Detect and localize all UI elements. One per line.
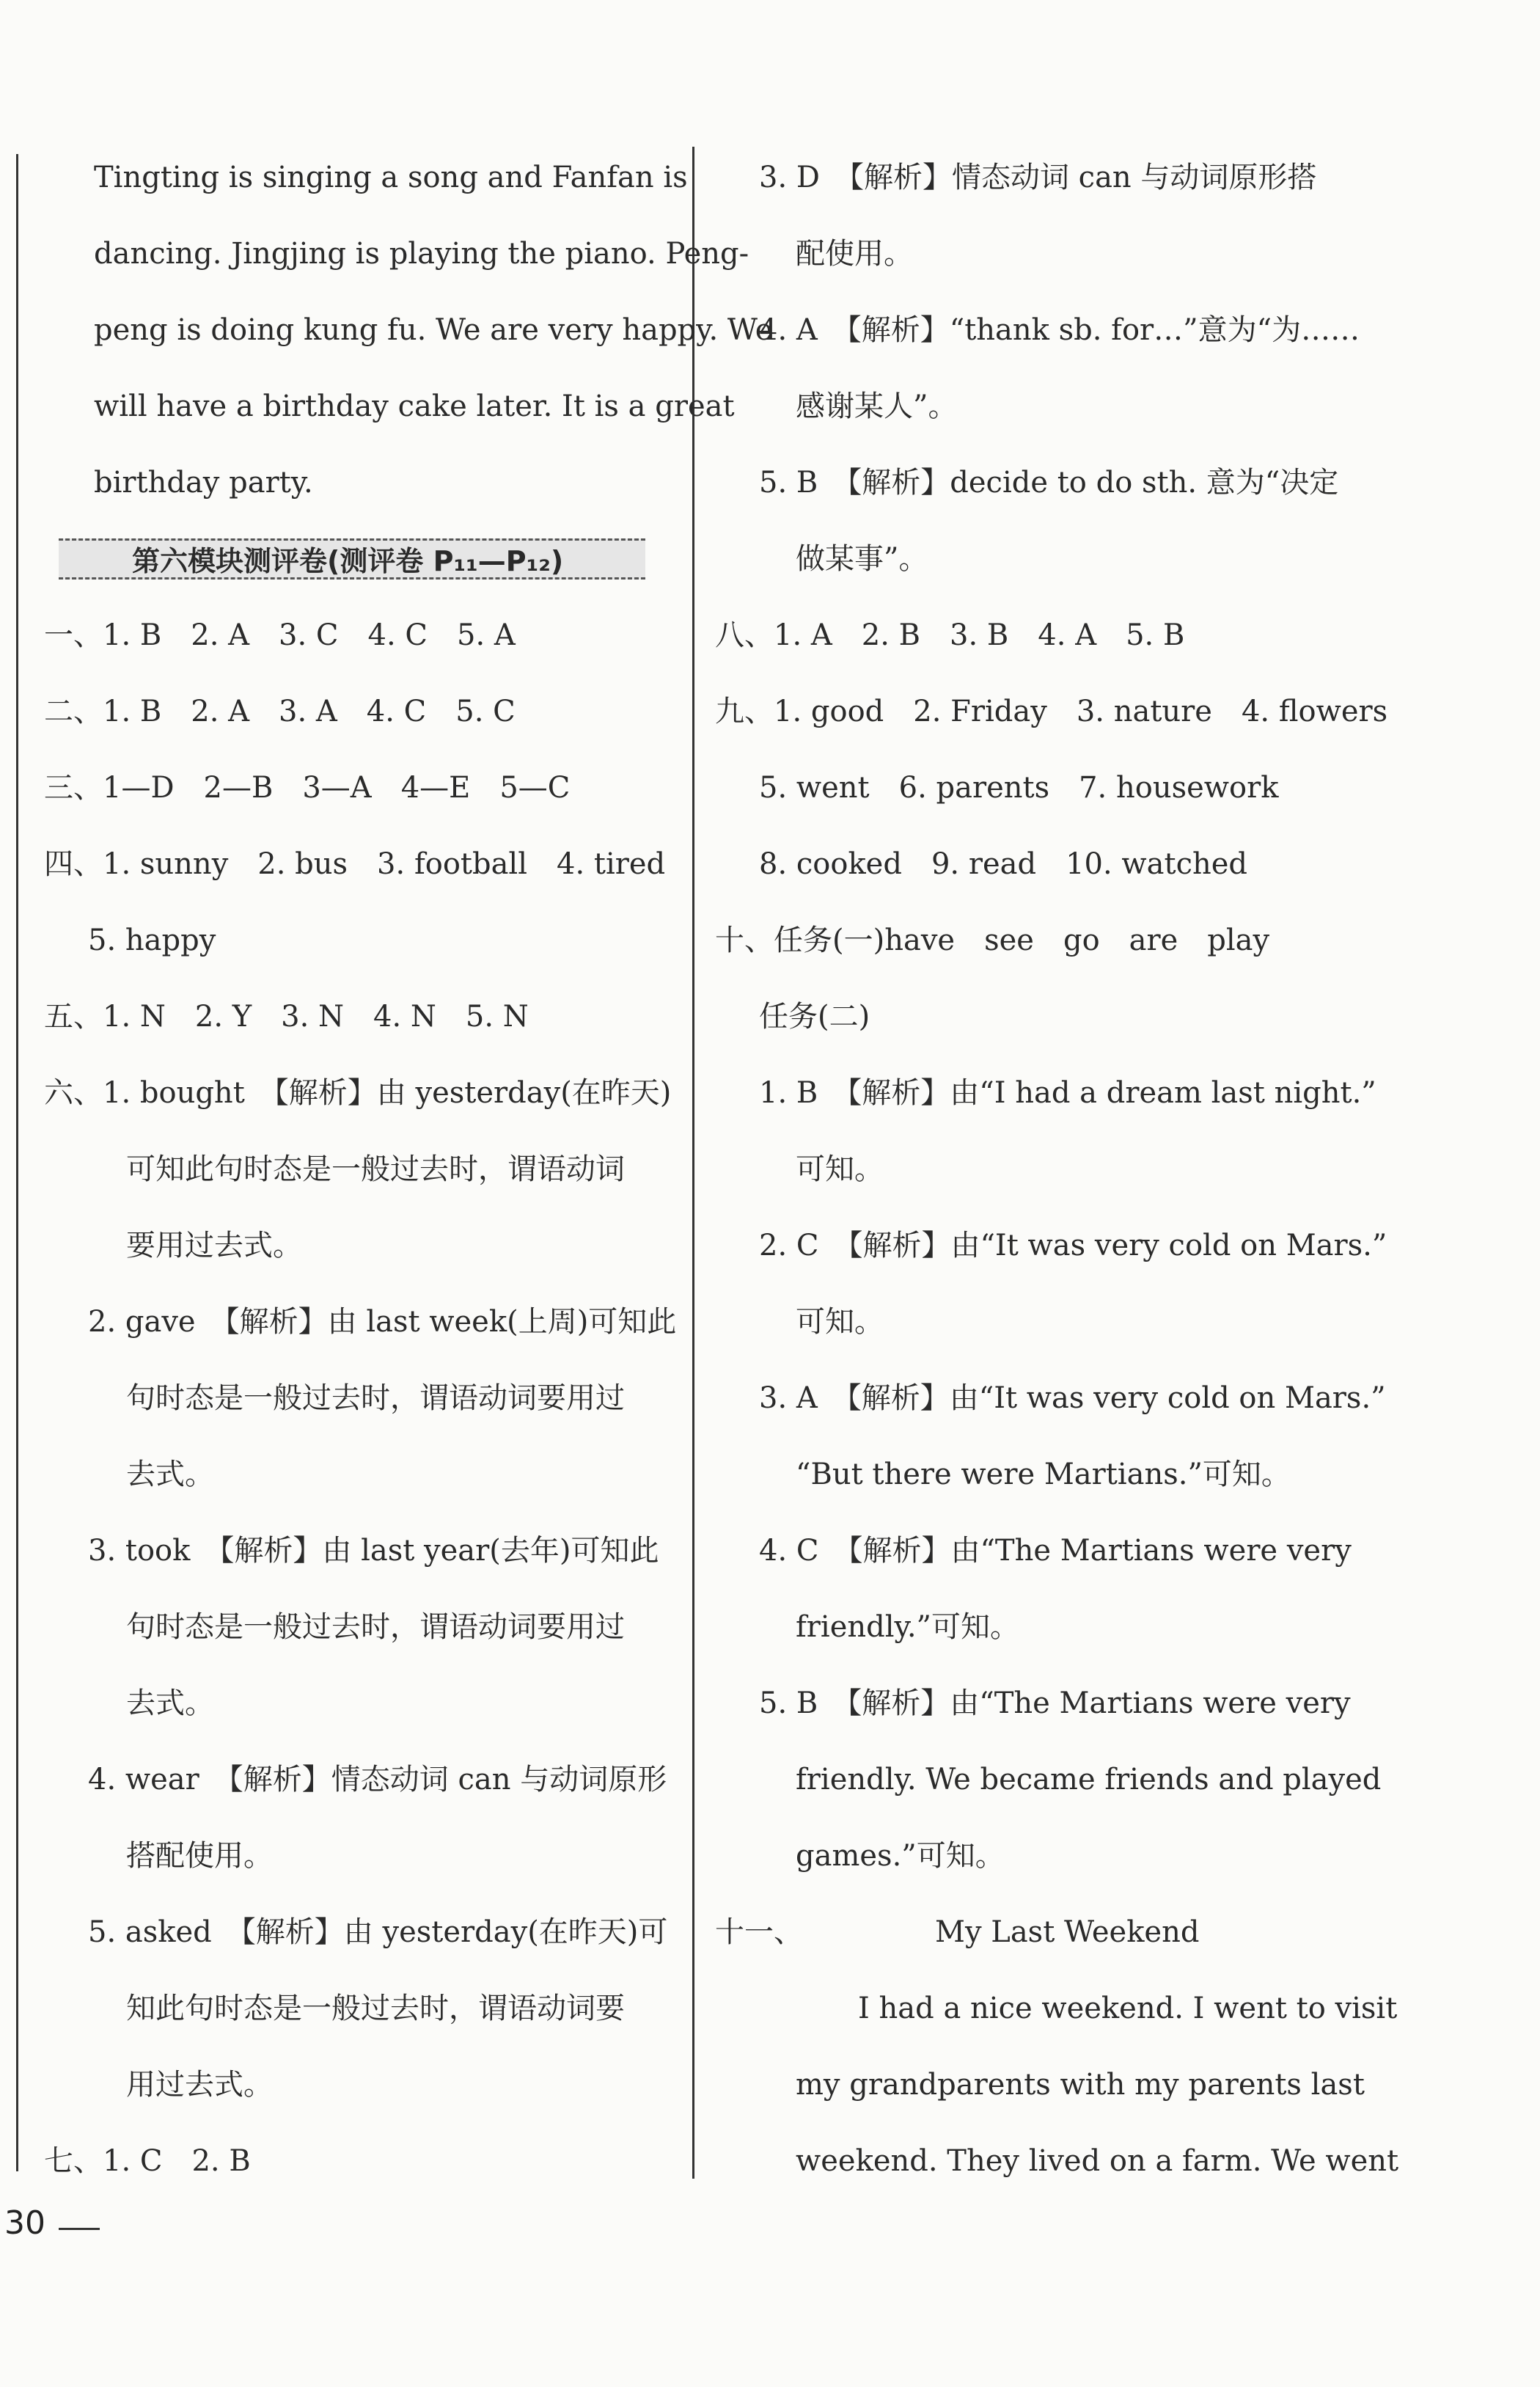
answer-q9-cont: 8. cooked 9. read 10. watched — [759, 847, 1248, 881]
passage-line: will have a birthday cake later. It is a great — [94, 390, 735, 423]
answer-q7-3: 3. D 【解析】情态动词 can 与动词原形搭 — [759, 161, 1317, 194]
answer-q4: 四、1. sunny 2. bus 3. football 4. tired — [44, 847, 666, 881]
explanation-line: 知此句时态是一般过去时，谓语动词要 — [126, 1992, 625, 2025]
answer-q10-3: 3. A 【解析】由“It was very cold on Mars.” — [759, 1381, 1386, 1415]
essay-line: I had a nice weekend. I went to visit — [858, 1992, 1398, 2025]
answer-q9-cont: 5. went 6. parents 7. housework — [759, 771, 1279, 805]
answer-q10-2: 2. C 【解析】由“It was very cold on Mars.” — [759, 1229, 1387, 1262]
answer-q10-task1: 十、任务(一)have see go are play — [715, 924, 1270, 957]
explanation-line: 可知此句时态是一般过去时，谓语动词 — [126, 1152, 625, 1186]
explanation-line: 可知。 — [796, 1305, 884, 1339]
answer-q6-4: 4. wear 【解析】情态动词 can 与动词原形 — [88, 1763, 667, 1796]
passage-line: dancing. Jingjing is playing the piano. Peng- — [94, 237, 749, 271]
explanation-line: 用过去式。 — [126, 2068, 273, 2102]
answer-q10-task2-label: 任务(二) — [759, 1000, 870, 1034]
answer-q6-2: 2. gave 【解析】由 last week(上周)可知此 — [88, 1305, 677, 1339]
explanation-line: 做某事”。 — [796, 542, 928, 576]
section-title: 第六模块测评卷(测评卷 P₁₁—P₁₂) — [59, 538, 645, 580]
passage-line: peng is doing kung fu. We are very happy. We — [94, 313, 773, 347]
passage-line: Tingting is singing a song and Fanfan is — [94, 161, 688, 194]
right-column — [715, 139, 1412, 2199]
explanation-line: friendly.”可知。 — [796, 1610, 1019, 1644]
explanation-line: 去式。 — [126, 1686, 214, 1720]
answer-q7-5: 5. B 【解析】decide to do sth. 意为“决定 — [759, 466, 1339, 500]
answer-q5: 五、1. N 2. Y 3. N 4. N 5. N — [44, 1000, 529, 1034]
answer-q6-1: 六、1. bought 【解析】由 yesterday(在昨天) — [44, 1076, 672, 1110]
essay-title: My Last Weekend — [935, 1915, 1200, 1949]
explanation-line: 句时态是一般过去时，谓语动词要用过 — [126, 1610, 625, 1644]
answer-q7: 七、1. C 2. B — [44, 2144, 251, 2178]
answer-q2: 二、1. B 2. A 3. A 4. C 5. C — [44, 695, 516, 728]
explanation-line: games.”可知。 — [796, 1839, 1005, 1873]
explanation-line: 搭配使用。 — [126, 1839, 273, 1873]
explanation-line: “But there were Martians.”可知。 — [796, 1458, 1291, 1491]
explanation-line: 句时态是一般过去时，谓语动词要用过 — [126, 1381, 625, 1415]
essay-line: my grandparents with my parents last — [796, 2068, 1365, 2102]
explanation-line: 可知。 — [796, 1152, 884, 1186]
left-margin-rule — [16, 154, 18, 2171]
answer-q10-5: 5. B 【解析】由“The Martians were very — [759, 1686, 1351, 1720]
answer-q10-4: 4. C 【解析】由“The Martians were very — [759, 1534, 1352, 1568]
column-divider — [692, 147, 694, 2179]
answer-q7-4: 4. A 【解析】“thank sb. for…”意为“为…… — [759, 313, 1360, 347]
question-number: 十一、 — [715, 1915, 803, 1949]
passage-line: birthday party. — [94, 466, 313, 500]
answer-q11-header — [715, 1894, 1412, 1970]
explanation-line: 配使用。 — [796, 237, 913, 271]
explanation-line: 去式。 — [126, 1458, 214, 1491]
page-number-dash — [59, 2228, 100, 2230]
essay-line: weekend. They lived on a farm. We went — [796, 2144, 1399, 2178]
explanation-line: 要用过去式。 — [126, 1229, 302, 1262]
explanation-line: friendly. We became friends and played — [796, 1763, 1382, 1796]
explanation-line: 感谢某人”。 — [796, 390, 958, 423]
answer-q1: 一、1. B 2. A 3. C 4. C 5. A — [44, 618, 516, 652]
answer-q6-5: 5. asked 【解析】由 yesterday(在昨天)可 — [88, 1915, 668, 1949]
answer-q9: 九、1. good 2. Friday 3. nature 4. flowers — [715, 695, 1388, 728]
page-number: 30 — [4, 2204, 45, 2242]
answer-q4-cont: 5. happy — [88, 924, 216, 957]
answer-q3: 三、1—D 2—B 3—A 4—E 5—C — [44, 771, 571, 805]
answer-q10-1: 1. B 【解析】由“I had a dream last night.” — [759, 1076, 1376, 1110]
answer-q6-3: 3. took 【解析】由 last year(去年)可知此 — [88, 1534, 659, 1568]
answer-q8: 八、1. A 2. B 3. B 4. A 5. B — [715, 618, 1185, 652]
